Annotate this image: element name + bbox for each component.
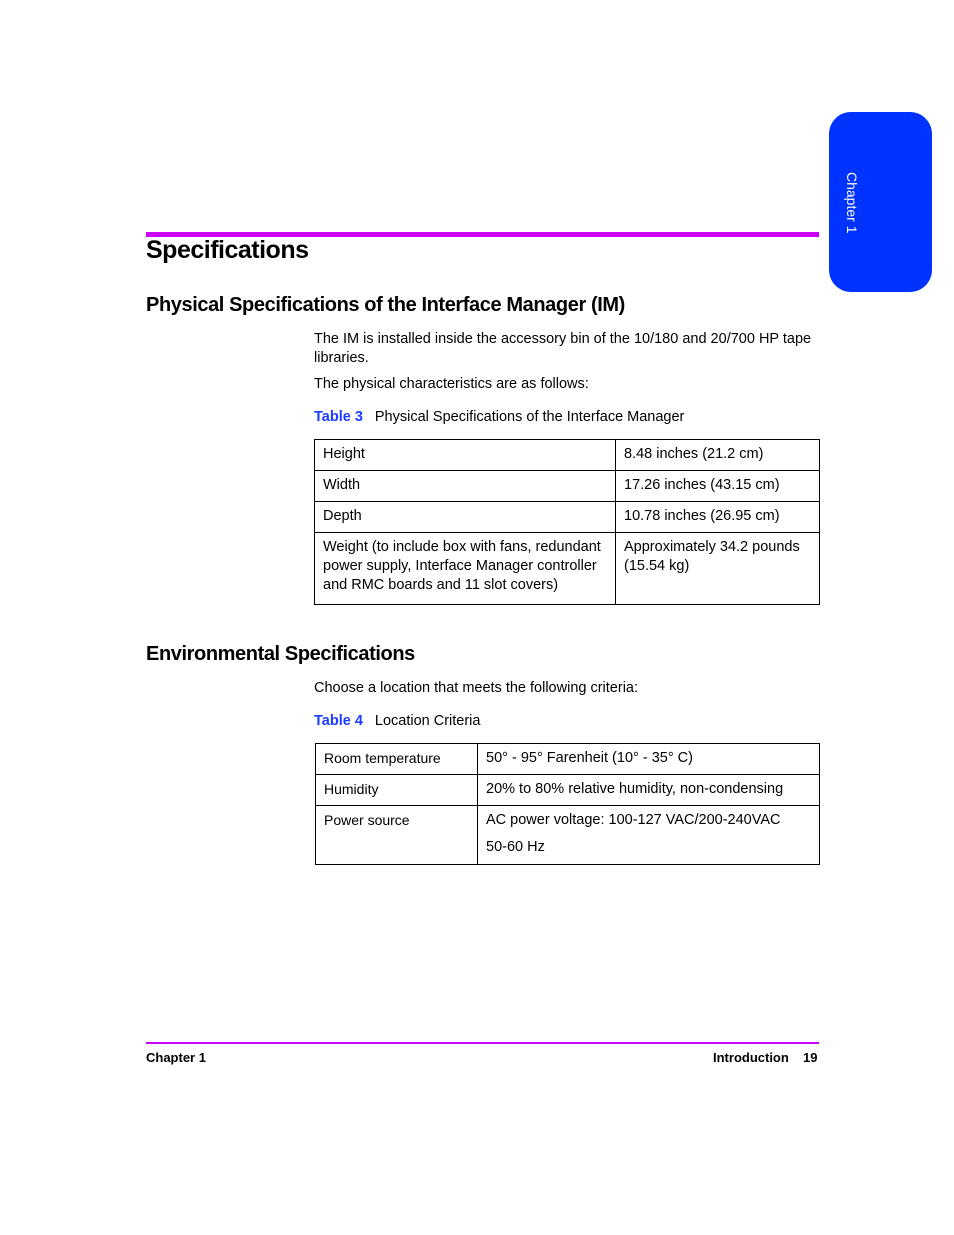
table-row [315,502,820,533]
footer-rule [146,1042,819,1044]
footer-chapter: Chapter 1 [146,1050,206,1065]
table-cell: 17.26 inches (43.15 cm) [616,471,820,502]
table-4-caption [314,713,480,729]
table-cell: Depth [315,502,616,533]
table-cell: Approximately 34.2 pounds (15.54 kg) [616,533,820,605]
table-3-title: Physical Specifications of the Interface Manager [374,409,685,425]
table-cell: Height [315,440,616,471]
footer-page-number: 19 [803,1050,818,1065]
power-frequency-text: 50-60 Hz [486,839,545,855]
table-row [316,744,820,775]
table-cell: 50° - 95° Farenheit (10° - 35° C) [478,744,820,775]
table-cell: Width [315,471,616,502]
section-physical-para-2: The physical characteristics are as follows: [314,376,589,392]
table-cell: Weight (to include box with fans, redundant power supply, Interface Manager controller and RMC boards and 11 slot covers) [315,533,616,605]
section-physical-para-1: The IM is installed inside the accessory bin of the 10/180 and 20/700 HP tape libraries. [314,331,812,366]
table-cell: Power source [316,806,478,865]
physical-spec-table [314,439,820,605]
chapter-side-tab-label: Chapter 1 [844,172,860,234]
footer-section: Introduction [713,1050,789,1065]
section-physical-title: Physical Specifications of the Interface Manager (IM) [146,294,625,316]
power-voltage-text: AC power voltage: 100-127 VAC/200-240VAC [486,812,781,828]
location-criteria-table [315,743,820,865]
table-4-number: Table 4 [314,713,363,729]
table-row [316,806,820,865]
table-cell: 8.48 inches (21.2 cm) [616,440,820,471]
table-row [315,440,820,471]
table-cell: Room temperature [316,744,478,775]
table-cell [478,806,820,865]
table-cell: Humidity [316,775,478,806]
table-4-title: Location Criteria [374,713,481,729]
table-row [316,775,820,806]
table-3-caption [314,409,684,425]
page-heading: Specifications [146,236,309,264]
section-environmental-para-1: Choose a location that meets the following criteria: [314,680,639,696]
table-row [315,533,820,605]
table-row [315,471,820,502]
table-3-number: Table 3 [314,409,363,425]
section-environmental-title: Environmental Specifications [146,643,415,665]
table-cell: 10.78 inches (26.95 cm) [616,502,820,533]
table-cell: 20% to 80% relative humidity, non-condensing [478,775,820,806]
